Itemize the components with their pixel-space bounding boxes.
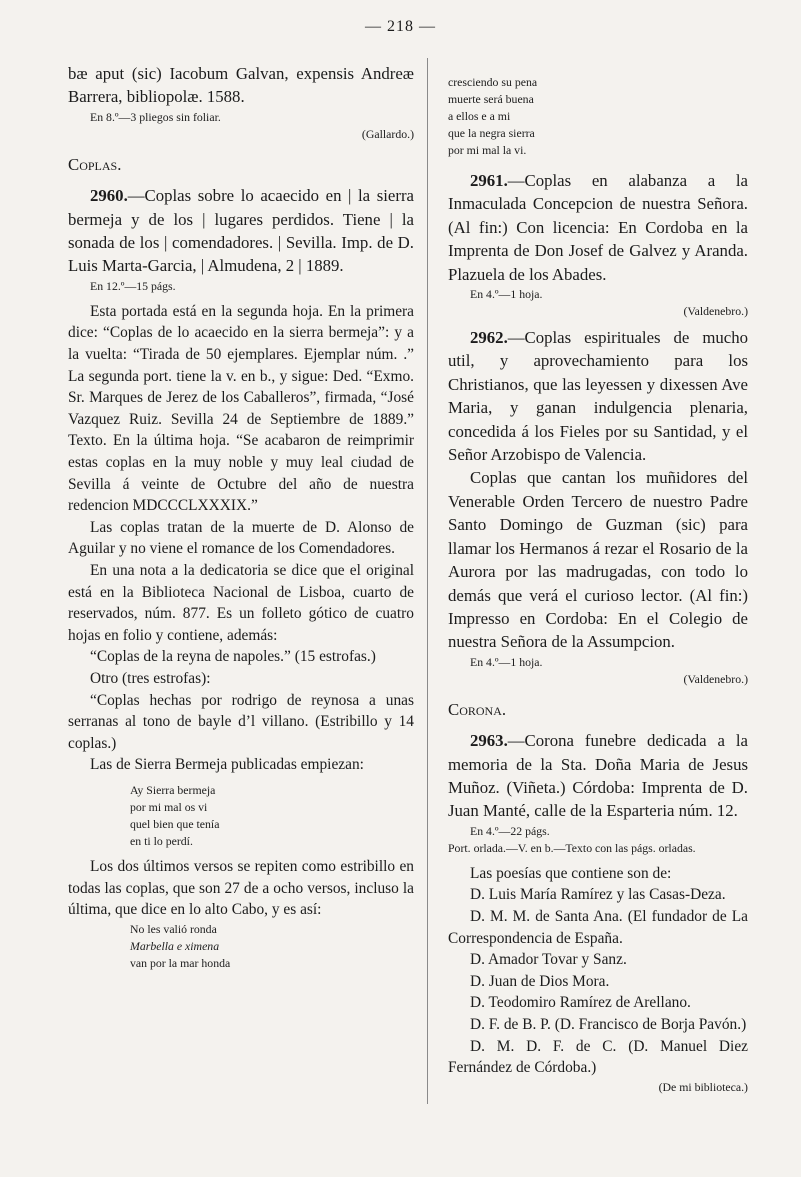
entry-number: 2963. bbox=[470, 731, 508, 751]
verse-line: muerte será buena bbox=[448, 92, 534, 106]
verse-line: No les valió ronda bbox=[130, 921, 217, 936]
entry-number: 2961. bbox=[470, 171, 508, 190]
entry-number: 2960. bbox=[90, 186, 128, 206]
entry-title: —Coplas en alabanza a la Inmaculada Concepcion de nuestra Señora. (Al fin:) Con licencia: En Cordoba en la Imprenta de Don Josef de Galvez y Aranda. Plazuela de los Abades. bbox=[448, 171, 748, 284]
verse-line: a ellos e a mi bbox=[448, 109, 511, 123]
entry-meta: En 4.º—22 págs. bbox=[470, 823, 550, 838]
verse-line: quel bien que tenía bbox=[130, 816, 220, 831]
entry-description: Las coplas tratan de la muerte de D. Alonso de Aguilar y no viene el romance de los Comendadores. bbox=[68, 518, 414, 558]
entry-2960 bbox=[68, 184, 414, 278]
entry-source: (Valdenebro.) bbox=[683, 671, 748, 686]
entry-title-continued: Coplas que cantan los muñidores del Venerable Orden Tercero de nuestro Padre Santo Domingo de Guzman (sic) para llamar los Hermanos á rezar el Rosario de la Aurora por las madrugadas, con todo lo demás que verá el curioso lector. (Al fin:) Impresso en Cordoba: En el Colegio de nuestra Señora de la Assumpcion. bbox=[448, 468, 748, 652]
author-item: D. M. D. F. de C. (D. Manuel Diez Fernández de Córdoba.) bbox=[448, 1037, 748, 1077]
entry-meta: En 12.º—15 págs. bbox=[90, 278, 176, 293]
entry-description: “Coplas hechas por rodrigo de reynosa a unas serranas al tono de bayle d’l villano. (Estribillo y 14 coplas.) bbox=[68, 691, 414, 752]
verse-line: que la negra sierra bbox=[448, 126, 535, 140]
entry-title: —Corona funebre dedicada a la memoria de la Sta. Doña Maria de Jesus Muñoz. (Viñeta.) Córdoba: Imprenta de D. Juan Manté, calle de la Esparteria núm. 12. bbox=[448, 731, 748, 821]
section-heading-coplas: Coplas. bbox=[68, 154, 122, 174]
entry-2962 bbox=[448, 326, 748, 466]
section-heading-corona: Corona. bbox=[448, 699, 507, 719]
entry-continuation: bæ aput (sic) Iacobum Galvan, expensis Andreæ Barrera, bibliopolæ. 1588. bbox=[68, 64, 414, 107]
author-item: D. Juan de Dios Mora. bbox=[470, 972, 610, 990]
entry-2961 bbox=[448, 169, 748, 286]
entry-description: Las poesías que contiene son de: bbox=[470, 864, 672, 882]
author-item: D. Teodomiro Ramírez de Arellano. bbox=[470, 994, 691, 1012]
left-column bbox=[68, 62, 414, 972]
verse-line: Ay Sierra bermeja bbox=[130, 782, 216, 797]
column-divider bbox=[427, 58, 428, 1104]
entry-description: Otro (tres estrofas): bbox=[90, 669, 211, 687]
verse-line: en ti lo perdí. bbox=[130, 833, 193, 848]
verse-block bbox=[68, 921, 414, 972]
author-item: D. F. de B. P. (D. Francisco de Borja Pavón.) bbox=[470, 1015, 747, 1033]
verse-line: Marbella e ximena bbox=[130, 938, 220, 953]
author-item: D. Luis María Ramírez y las Casas-Deza. bbox=[470, 886, 726, 904]
verse-line: por mi mal os vi bbox=[130, 799, 208, 814]
entry-meta: En 8.º—3 pliegos sin foliar. bbox=[90, 109, 221, 124]
page-number: — 218 — bbox=[365, 18, 436, 35]
entry-description: En una nota a la dedicatoria se dice que el original está en la Biblioteca Nacional de Lisboa, cuarto de reservados, núm. 877. Es un folleto gótico de cuatro hojas en folio y contiene, además: bbox=[68, 561, 414, 644]
entry-meta: Port. orlada.—V. en b.—Texto con las págs. orladas. bbox=[448, 840, 696, 855]
entry-title: —Coplas espirituales de mucho util, y aprovechamiento para los Christianos, que las leyessen y dixessen Ave Maria, y ganan indulgencia plenaria, concedida á los Fieles por su Santidad, y el Señor Arzobispo de Valencia. bbox=[448, 328, 748, 465]
verse-line: van por la mar honda bbox=[130, 955, 231, 970]
verse-block bbox=[448, 74, 748, 159]
entry-meta: En 4.º—1 hoja. bbox=[470, 287, 543, 302]
verse-line: cresciendo su pena bbox=[448, 75, 538, 89]
entry-title: —Coplas sobre lo acaecido en | la sierra bermeja y de los | lugares perdidos. Tiene | la sonada de los | comendadores. | Sevilla. Imp. de D. Luis Marta-Garcia, | Almudena, 2 | 1889. bbox=[68, 186, 414, 276]
entry-source: (De mi biblioteca.) bbox=[658, 1079, 748, 1094]
author-item: D. M. M. de Santa Ana. (El fundador de La Correspondencia de España. bbox=[448, 907, 748, 947]
entry-number: 2962. bbox=[470, 328, 508, 348]
entry-description: Esta portada está en la segunda hoja. En la primera dice: “Coplas de lo acaecido en la sierra bermeja”: y a la vuelta: “Tirada de 50 ejemplares. Ejemplar núm. .” La segunda port. tiene la v. en b., y sigue: Ded. “Exmo. Sr. Marques de Jerez de los Caballeros”, firmada, “José Vazquez Ruiz. Sevilla 24 de Septiembre de 1889.” Texto. En la última hoja. “Se acabaron de reimprimir estas coplas en la muy noble y muy leal ciudad de Sevilla á veinte de Octubre del año de nuestra redencion MDCCCLXXXIX.” bbox=[68, 302, 414, 515]
entry-2963 bbox=[448, 729, 748, 823]
right-column bbox=[448, 74, 748, 1096]
entry-description: Las de Sierra Bermeja publicadas empiezan: bbox=[90, 756, 364, 774]
author-item: D. Amador Tovar y Sanz. bbox=[470, 951, 627, 969]
verse-line: por mi mal la vi. bbox=[448, 143, 527, 157]
entry-meta: En 4.º—1 hoja. bbox=[470, 654, 543, 669]
entry-description: Los dos últimos versos se repiten como estribillo en todas las coplas, que son 27 de a ocho versos, incluso la última, que dice en lo alto Cabo, y es así: bbox=[68, 857, 414, 919]
entry-source: (Valdenebro.) bbox=[683, 304, 748, 319]
entry-source: (Gallardo.) bbox=[361, 126, 414, 141]
verse-block bbox=[68, 782, 414, 850]
entry-description: “Coplas de la reyna de napoles.” (15 estrofas.) bbox=[90, 648, 376, 666]
